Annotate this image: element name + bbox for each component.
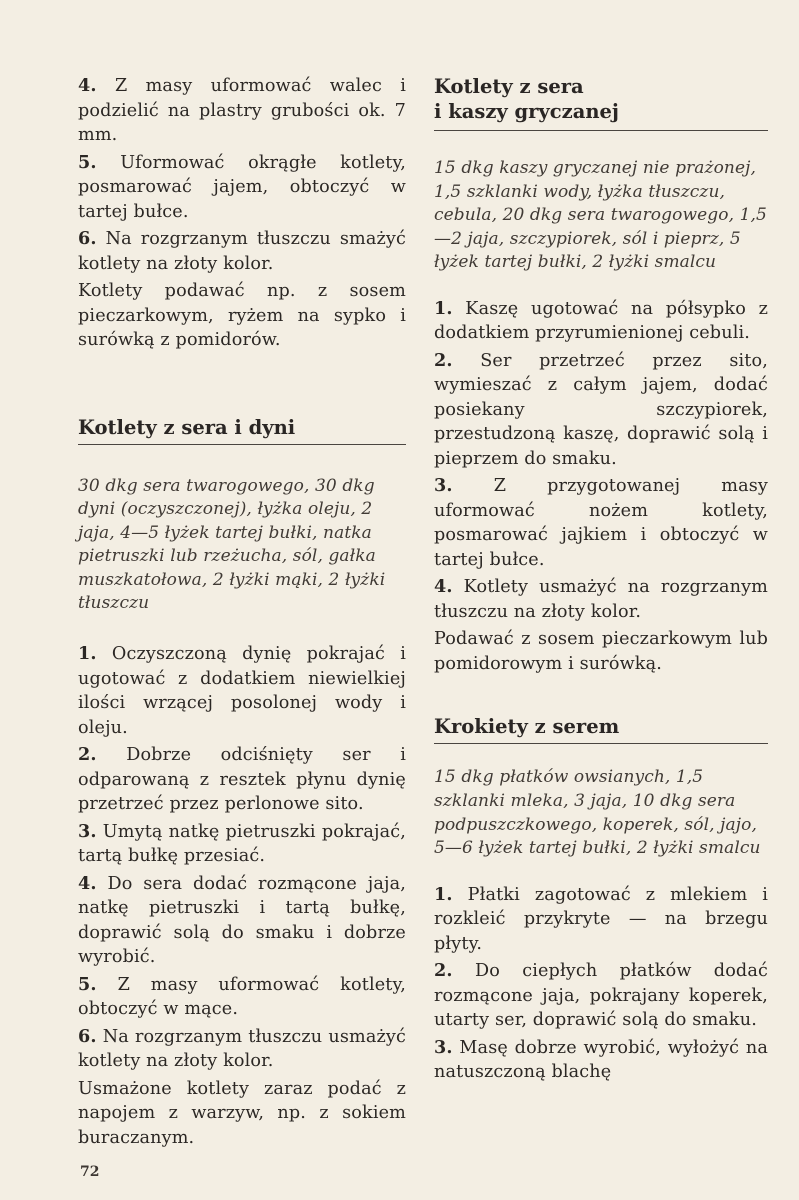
step-text: Ser przetrzeć przez sito, wymieszać z całym jajem, dodać posiekany szczypiorek, przestudzoną kaszę, doprawić solą i pieprzem do smaku. [434,350,768,469]
step-text: Z przygotowanej masy uformować nożem kotlety, posmarować jajkiem i obtoczyć w tartej bułce. [434,476,768,570]
step-number: 1. [434,297,453,319]
step-number: 3. [78,820,97,842]
recipe-steps [78,642,406,1150]
step-text: Uformować okrągłe kotlety, posmarować jajem, obtoczyć w tartej bułce. [78,152,406,222]
step-number: 3. [434,475,453,497]
recipe-title-line: Kotlety z sera [434,75,584,98]
serving-note [434,627,768,676]
step-number: 1. [434,883,453,905]
step-paragraph [78,743,406,817]
step-paragraph [434,1036,768,1085]
serving-note [78,279,406,353]
step-text: Do ciepłych płatków dodać rozmącone jaja, pokrajany koperek, utarty ser, doprawić solą do smaku. [434,961,768,1031]
step-text: Podawać z sosem pieczarkowym lub pomidorowym i surówką. [434,629,768,674]
step-paragraph [78,820,406,869]
step-text: Masę dobrze wyrobić, wyłożyć na natuszczoną blachę [434,1037,768,1083]
step-text: Oczyszczoną dynię pokrajać i ugotować z dodatkiem niewielkiej ilości wrzącej posolonej wody i oleju. [78,644,406,738]
recipe-title-line: i kaszy gryczanej [434,100,619,123]
step-number: 1. [78,643,97,665]
step-text: Z masy uformować kotlety, obtoczyć w mące. [78,974,407,1020]
step-text: Z masy uformować walec i podzielić na plastry grubości ok. 7 mm. [78,76,406,145]
step-paragraph [434,959,768,1033]
step-number: 5. [78,973,97,995]
step-number: 6. [78,228,97,249]
ingredients-list: 30 dkg sera twarogowego, 30 dkg dyni (oczyszczonej), łyżka oleju, 2 jaja, 4—5 łyżek tartej bułki, natka pietruszki lub rzeżucha, sól, gałka muszkatołowa, 2 łyżki mąki, 2 łyżki tłuszczu [78,475,386,614]
page-number: 72 [80,1164,100,1180]
step-paragraph [434,883,768,957]
step-text: Kotlety podawać np. z sosem pieczarkowym, ryżem na sypko i surówką z pomidorów. [78,281,406,350]
step-number: 2. [434,349,453,371]
step-paragraph [434,349,768,472]
recipe-title [434,74,768,131]
step-text: Płatki zagotować z mlekiem i rozkleić przykryte — na brzegu płyty. [434,884,768,954]
ingredients-list: 15 dkg płatków owsianych, 1,5 szklanki mleka, 3 jaja, 10 dkg sera podpuszczkowego, koperek, sól, jajo, 5—6 łyżek tartej bułki, 2 łyżki smalcu [434,767,761,859]
step-paragraph [78,642,406,740]
ingredients-list: 15 dkg kaszy gryczanej nie prażonej, 1,5 szklanki wody, łyżka tłuszczu, cebula, 20 dkg sera twarogowego, 1,5—2 jaja, szczypiorek, sól i pieprz, 5 łyżek tartej bułki, 2 łyżki smalcu [434,158,767,273]
step-paragraph [78,973,406,1022]
step-text: Usmażone kotlety zaraz podać z napojem z warzyw, np. z sokiem buraczanym. [78,1078,406,1148]
step-text: Kotlety usmażyć na rozgrzanym tłuszczu na złoty kolor. [434,577,768,622]
step-paragraph [434,474,768,572]
step-number: 5. [78,151,97,173]
step-number: 4. [434,576,453,598]
recipe-steps [434,883,768,1085]
step-paragraph [434,297,768,346]
step-paragraph [78,151,406,225]
step-number: 2. [434,960,453,982]
step-text: Umytą natkę pietruszki pokrajać, tartą bułkę przesiać. [78,821,406,867]
step-paragraph [78,227,406,276]
step-paragraph [78,1025,406,1074]
right-column [434,74,768,1088]
step-text: Do sera dodać rozmącone jaja, natkę pietruszki i tartą bułkę, doprawić solą do smaku i dobrze wyrobić. [78,873,406,968]
step-number: 4. [78,75,97,96]
serving-note [78,1077,406,1151]
left-column [78,74,406,1153]
recipe-steps [434,297,768,677]
step-number: 4. [78,872,97,894]
step-paragraph [78,74,406,148]
step-text: Kaszę ugotować na półsypko z dodatkiem przyrumienionej cebuli. [434,298,769,344]
step-paragraph [78,872,406,970]
recipe-title: Kotlety z sera i dyni [78,415,406,445]
step-number: 6. [78,1025,97,1047]
step-text: Na rozgrzanym tłuszczu usmażyć kotlety na złoty kolor. [78,1026,406,1072]
step-paragraph [434,575,768,624]
recipe-title: Krokiety z serem [434,714,768,744]
step-number: 3. [434,1036,453,1058]
step-number: 2. [78,744,97,766]
step-text: Na rozgrzanym tłuszczu smażyć kotlety na złoty kolor. [78,229,407,274]
step-text: Dobrze odciśnięty ser i odparowaną z resztek płynu dynię przetrzeć przez perlonowe sito. [78,745,406,815]
